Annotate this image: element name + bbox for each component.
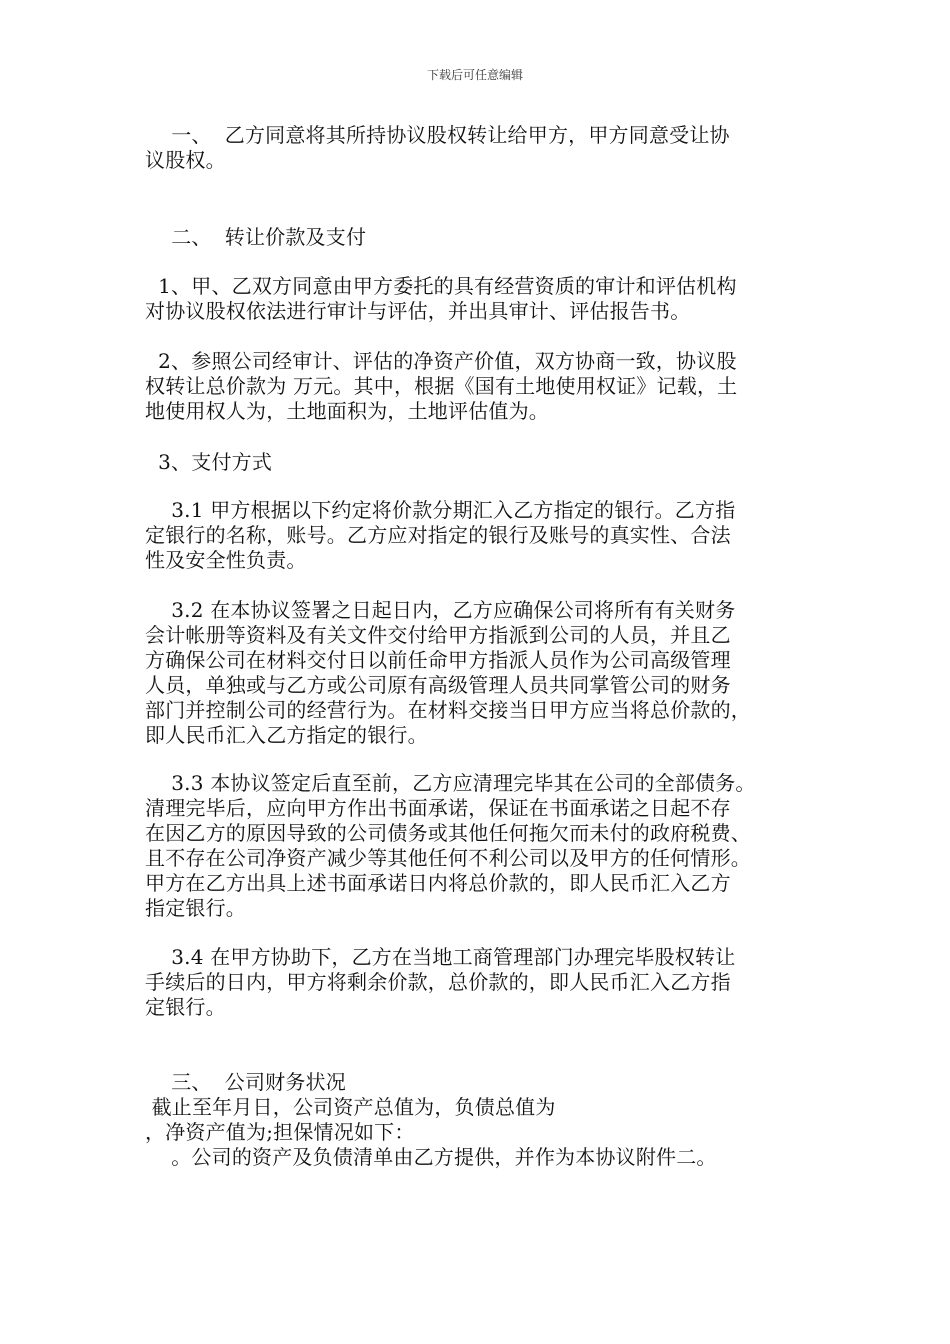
- paragraph-item-1: 1、甲、乙双方同意由甲方委托的具有经营资质的审计和评估机构 对协议股权依法进行审计与评估，并出具审计、评估报告书。: [145, 274, 737, 323]
- heading-payment-method: 3、支付方式: [145, 450, 273, 474]
- paragraph-item-3-4: 3.4 在甲方协助下，乙方在当地工商管理部门办理完毕股权转让 手续后的日内，甲方将剩余价款，总价款的，即人民币汇入乙方指 定银行。: [145, 945, 736, 1019]
- heading-clause-two: 二、 转让价款及支付: [145, 225, 367, 249]
- paragraph-item-3-1: 3.1 甲方根据以下约定将价款分期汇入乙方指定的银行。乙方指 定银行的名称，账号。乙方应对指定的银行及账号的真实性、合法 性及安全性负责。: [145, 498, 736, 572]
- paragraph-item-3-3: 3.3 本协议签定后直至前，乙方应清理完毕其在公司的全部债务。 清理完毕后，应向甲方作出书面承诺，保证在书面承诺之日起不存 在因乙方的原因导致的公司债务或其他任何拖欠而未付的政府税费、 且不存在公司净资产减少等其他任何不利公司以及甲方的任何情形。 甲方在乙方出具上述书面承诺日内将总价款的，即人民币汇入乙方 指定银行。: [145, 771, 756, 920]
- section-financial-status: 三、 公司财务状况 截止至年月日，公司资产总值为，负债总值为 ，净资产值为;担保情况如下： 。公司的资产及负债清单由乙方提供，并作为本协议附件二。: [145, 1070, 717, 1169]
- page-header: 下载后可任意编辑: [426, 68, 523, 82]
- paragraph-item-3-2: 3.2 在本协议签署之日起日内，乙方应确保公司将所有有关财务 会计帐册等资料及有关文件交付给甲方指派到公司的人员，并且乙 方确保公司在材料交付日以前任命甲方指派人员作为公司高级管理 人员，单独或与乙方或公司原有高级管理人员共同掌管公司的财务 部门并控制公司的经营行为。在材料交接当日甲方应当将总价款的， 即人民币汇入乙方指定的银行。: [145, 598, 751, 747]
- paragraph-item-2: 2、参照公司经审计、评估的净资产价值，双方协商一致，协议股 权转让总价款为 万元。其中，根据《国有土地使用权证》记载，土 地使用权人为，土地面积为，土地评估值为。: [145, 349, 738, 423]
- paragraph-clause-one: 一、 乙方同意将其所持协议股权转让给甲方，甲方同意受让协 议股权。: [145, 123, 730, 172]
